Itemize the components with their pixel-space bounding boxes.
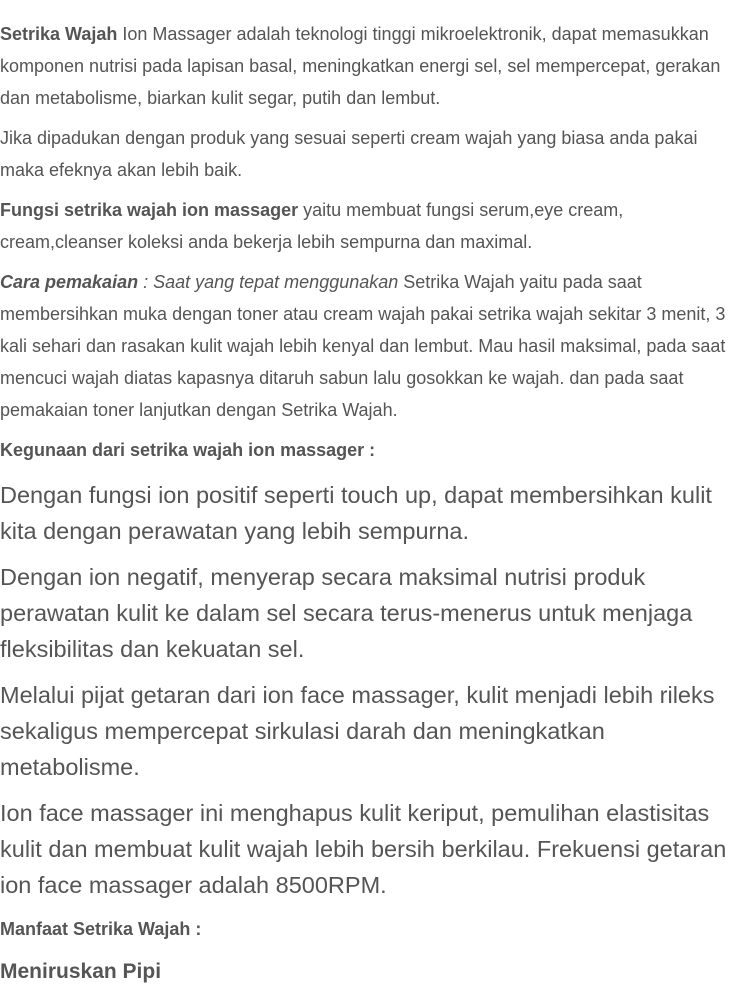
intro-paragraph	[0, 18, 742, 114]
usage-text: Setrika Wajah yaitu pada saat membersihkan muka dengan toner atau cream wajah pakai setrika wajah sekitar 3 menit, 3 kali sehari dan rasakan kulit wajah lebih kenyal dan lembut. Mau hasil maksimal, pada saat mencuci wajah diatas kapasnya ditaruh sabun lalu gosokkan ke wajah. dan pada saat pemakaian toner lanjutkan dengan Setrika Wajah.	[0, 272, 726, 420]
kegunaan-heading: Kegunaan dari setrika wajah ion massager :	[0, 440, 376, 460]
intro-bold-lead: Setrika Wajah	[0, 24, 118, 44]
meniruskan-pipi-heading: Meniruskan Pipi	[0, 960, 162, 983]
usage-italic-text: : Saat yang tepat menggunakan	[138, 272, 399, 292]
function-bold-lead: Fungsi setrika wajah ion massager	[0, 200, 299, 220]
function-paragraph	[0, 194, 742, 258]
kegunaan-item: Ion face massager ini menghapus kulit keriput, pemulihan elastisitas kulit dan membuat kulit wajah lebih bersih berkilau. Frekuensi getaran ion face massager adalah 8500RPM.	[0, 800, 727, 898]
usage-bold-italic-lead: Cara pemakaian	[0, 272, 139, 292]
kegunaan-item: Dengan ion negatif, menyerap secara maksimal nutrisi produk perawatan kulit ke dalam sel secara terus-menerus untuk menjaga fleksibilitas dan kekuatan sel.	[0, 564, 693, 662]
pairing-text: Jika dipadukan dengan produk yang sesuai seperti cream wajah yang biasa anda pakai maka efeknya akan lebih baik.	[0, 128, 698, 180]
manfaat-heading: Manfaat Setrika Wajah :	[0, 919, 202, 939]
intro-text: Ion Massager adalah teknologi tinggi mikroelektronik, dapat memasukkan komponen nutrisi pada lapisan basal, meningkatkan energi sel, sel mempercepat, gerakan dan metabolisme, biarkan kulit segar, putih dan lembut.	[0, 24, 721, 108]
kegunaan-item: Melalui pijat getaran dari ion face massager, kulit menjadi lebih rileks sekaligus mempercepat sirkulasi darah dan meningkatkan metabolisme.	[0, 682, 715, 780]
usage-paragraph	[0, 266, 742, 426]
kegunaan-item: Dengan fungsi ion positif seperti touch up, dapat membersihkan kulit kita dengan perawatan yang lebih sempurna.	[0, 482, 712, 544]
pairing-paragraph	[0, 122, 742, 186]
function-text: yaitu membuat fungsi serum,eye cream, cream,cleanser koleksi anda bekerja lebih sempurna dan maximal.	[0, 200, 624, 252]
